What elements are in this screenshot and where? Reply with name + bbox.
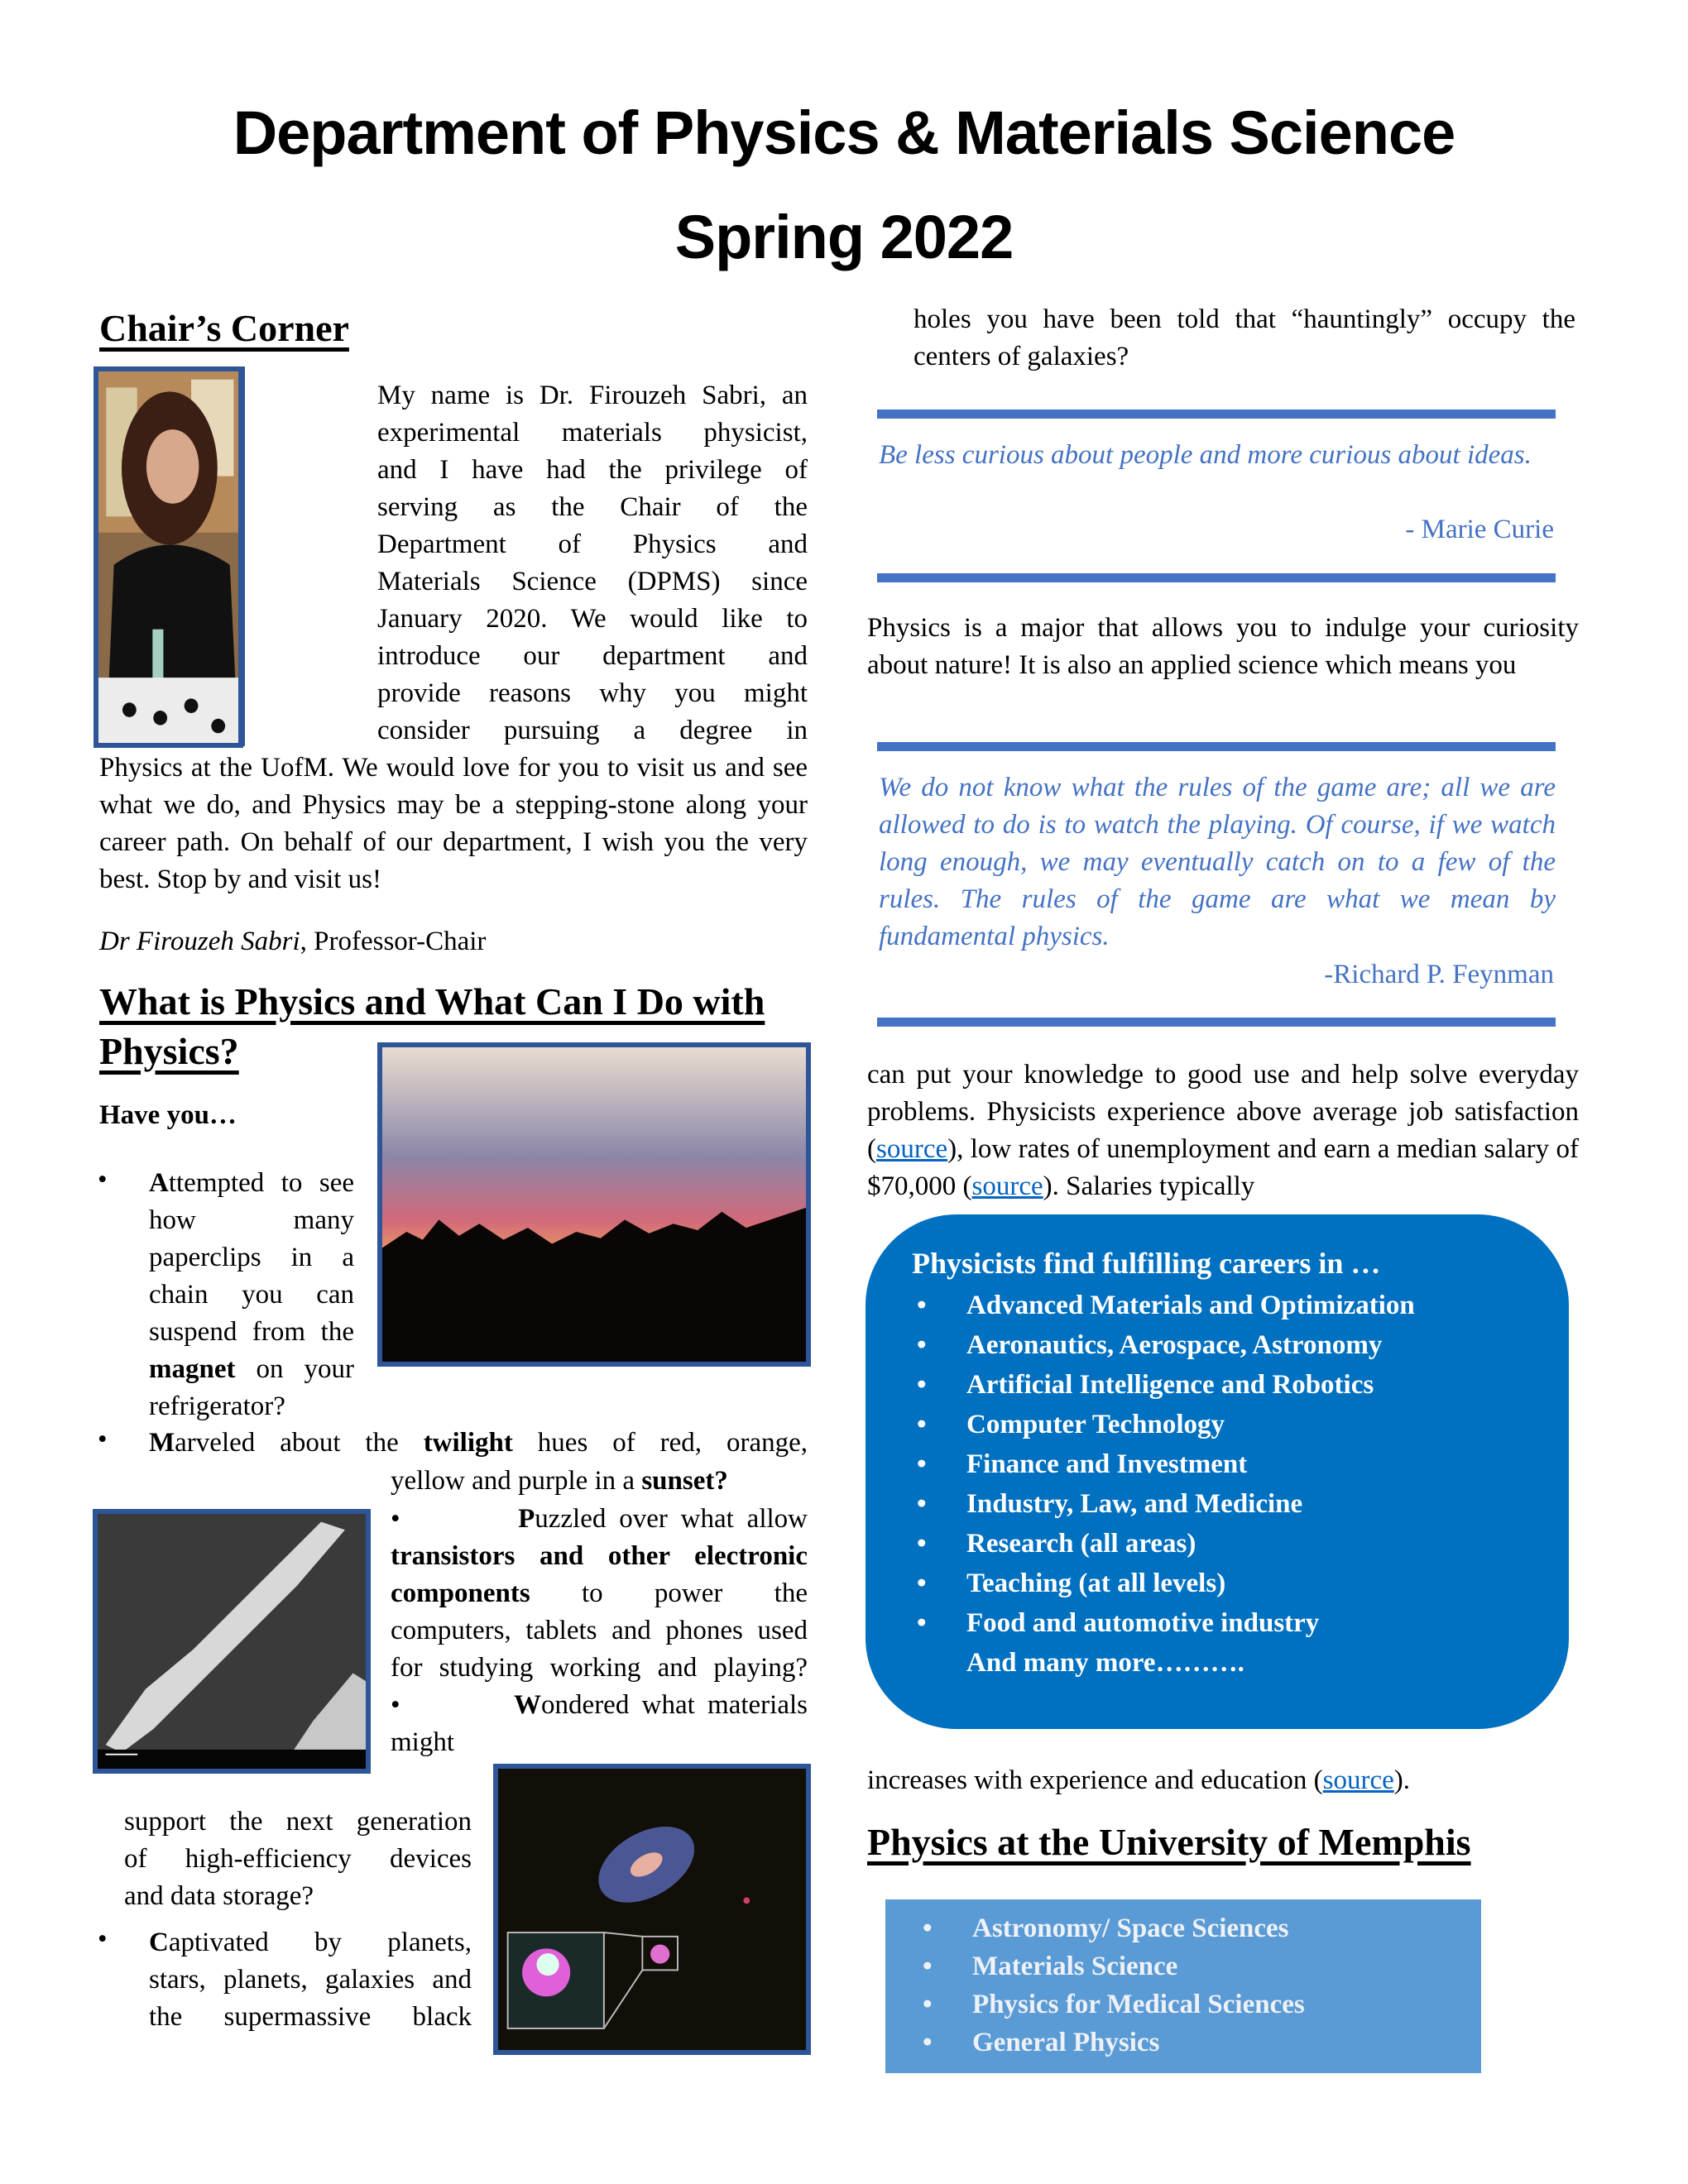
bullet-text: support the next generation bbox=[124, 1807, 472, 1837]
galaxy-graphic bbox=[498, 1769, 806, 2050]
quote-rule bbox=[877, 410, 1556, 419]
source-link[interactable]: source bbox=[876, 1134, 948, 1164]
bullet-text: hues of red, orange, bbox=[512, 1428, 808, 1458]
chair-line: provide reasons why you might bbox=[377, 678, 808, 708]
chair-line: Materials Science (DPMS) since bbox=[377, 567, 808, 596]
career-item: • Finance and Investment bbox=[917, 1444, 1415, 1484]
chair-line: My name is Dr. Firouzeh Sabri, an bbox=[377, 381, 808, 410]
bullet-puzzled bbox=[391, 1501, 808, 1761]
quote-feynman-text: We do not know what the rules of the game are; all we are allowed to do is to watch the playing. Of course, if we watch long enough, we may eventually catch on to a few of the rules. The rules of the game are what we mean by fundamental physics. bbox=[879, 773, 1556, 951]
career-item: • Artificial Intelligence and Robotics bbox=[917, 1365, 1415, 1405]
chair-line: serving as the Chair of the bbox=[377, 492, 808, 522]
program-item: • Materials Science bbox=[923, 1947, 1305, 1985]
chair-line: Department of Physics and bbox=[377, 529, 808, 559]
chair-line: experimental materials physicist, bbox=[377, 418, 808, 448]
career-item: • Industry, Law, and Medicine bbox=[917, 1484, 1415, 1524]
continued-line: centers of galaxies? bbox=[914, 342, 1129, 371]
bullet-text: for studying working and playing? bbox=[391, 1653, 808, 1683]
chair-line: introduce our department and bbox=[377, 641, 808, 671]
para-text: ). bbox=[1393, 1765, 1411, 1795]
chair-line: consider pursuing a degree in bbox=[377, 716, 808, 745]
quote-feynman-author: -Richard P. Feynman bbox=[1324, 960, 1554, 989]
continued-line: holes you have been told that “hauntingly” occupy the bbox=[914, 304, 1575, 334]
bullet-lead: P bbox=[518, 1504, 535, 1534]
career-item: • Computer Technology bbox=[917, 1405, 1415, 1444]
bullet-text: suspend from the bbox=[149, 1317, 354, 1347]
bold-word: components bbox=[391, 1578, 530, 1608]
bullet-lead: C bbox=[149, 1928, 169, 1957]
physics-major-paragraph: Physics is a major that allows you to indulge your curiosity about nature! It is also an applied science which means you bbox=[867, 613, 1579, 680]
bullet-marveled-line2 bbox=[391, 1463, 728, 1500]
career-item: • Aeronautics, Aerospace, Astronomy bbox=[917, 1325, 1415, 1365]
bullet-text: chain you can bbox=[149, 1280, 354, 1310]
source-link[interactable]: source bbox=[971, 1171, 1043, 1201]
career-more: And many more………. bbox=[966, 1648, 1244, 1678]
sem-graphic bbox=[98, 1514, 366, 1769]
newsletter-title: Department of Physics & Materials Science bbox=[233, 98, 1455, 167]
bold-word: magnet bbox=[149, 1354, 236, 1384]
uofm-heading: Physics at the University of Memphis bbox=[867, 1821, 1471, 1863]
bullet-lead: M bbox=[149, 1428, 175, 1458]
bullet-lead: A bbox=[149, 1168, 169, 1198]
bullet-captivated bbox=[149, 1924, 472, 2036]
career-item: • Research (all areas) bbox=[917, 1524, 1415, 1564]
what-is-physics-heading-1: What is Physics and What Can I Do with bbox=[99, 980, 765, 1023]
what-is-physics-heading-2: Physics? bbox=[99, 1030, 239, 1072]
quote-curie-author: - Marie Curie bbox=[1405, 515, 1554, 544]
career-item: • Teaching (at all levels) bbox=[917, 1564, 1415, 1603]
bullet-attempted bbox=[149, 1165, 354, 1425]
quote-rule bbox=[877, 742, 1556, 751]
bullet-text: to power the bbox=[530, 1578, 808, 1608]
bullet-dot: • bbox=[98, 1425, 108, 1454]
quote-curie-text: Be less curious about people and more curious about ideas. bbox=[879, 440, 1532, 470]
para-text: ). Salaries typically bbox=[1043, 1171, 1255, 1201]
chairs-corner-heading: Chair’s Corner bbox=[99, 307, 349, 349]
continued-text bbox=[914, 301, 1575, 376]
bullet-text: might bbox=[391, 1727, 455, 1757]
bullet-text: refrigerator? bbox=[149, 1391, 285, 1421]
bullet-text: on your bbox=[235, 1354, 354, 1384]
para-text: ), low rates of unemployment and earn a median salary of $70,000 ( bbox=[867, 1134, 1579, 1201]
bullet-text: and data storage? bbox=[124, 1881, 314, 1911]
salary-paragraph bbox=[867, 1762, 1579, 1799]
bullet-lead: W bbox=[514, 1690, 542, 1720]
bullet-wondered-rest bbox=[124, 1803, 472, 1915]
careers-paragraph bbox=[867, 1056, 1579, 1205]
bullet-text: aptivated by planets, bbox=[168, 1928, 472, 1957]
have-you-label: Have you… bbox=[99, 1100, 237, 1130]
bold-word: transistors and other electronic bbox=[391, 1541, 808, 1571]
bullet-text: computers, tablets and phones used bbox=[391, 1616, 808, 1645]
program-item: • General Physics bbox=[923, 2024, 1305, 2062]
bullet-text: ttempted to see bbox=[168, 1168, 354, 1198]
bullet-dot: • bbox=[391, 1504, 519, 1534]
career-item: • Food and automotive industry bbox=[917, 1603, 1415, 1643]
program-item: • Physics for Medical Sciences bbox=[923, 1985, 1305, 2024]
uofm-box bbox=[885, 1899, 1481, 2073]
chair-signature bbox=[99, 923, 808, 960]
quote-rule bbox=[877, 1018, 1556, 1027]
quote-rule bbox=[877, 573, 1556, 582]
bold-word: sunset? bbox=[641, 1466, 728, 1496]
bullet-text: stars, planets, galaxies and bbox=[149, 1965, 472, 1995]
uofm-programs-list bbox=[923, 1909, 1305, 2062]
sem-image bbox=[93, 1509, 371, 1774]
bullet-text: yellow and purple in a bbox=[391, 1466, 642, 1496]
chair-line: January 2020. We would like to bbox=[377, 604, 808, 634]
chair-paragraph: Physics at the UofM. We would love for you to visit us and see what we do, and Physics may be a stepping-stone along your career path. On behalf of our department, I wish you the very best. Stop by and visit us! bbox=[99, 753, 808, 894]
newsletter-subtitle: Spring 2022 bbox=[674, 203, 1014, 271]
bullet-text: how many bbox=[149, 1205, 354, 1235]
careers-list bbox=[917, 1286, 1415, 1683]
bullet-text: the supermassive black bbox=[149, 2002, 472, 2032]
bullet-text: of high-efficiency devices bbox=[124, 1844, 472, 1874]
bullet-dot: • bbox=[98, 1165, 108, 1195]
chair-photo-frame bbox=[94, 366, 243, 748]
careers-heading: Physicists find fulfilling careers in … bbox=[912, 1247, 1381, 1280]
bullet-text: arveled about the bbox=[175, 1428, 424, 1458]
signature-title: , Professor-Chair bbox=[300, 927, 487, 956]
sunset-graphic bbox=[382, 1047, 806, 1362]
sunset-image bbox=[377, 1042, 811, 1367]
program-item: • Astronomy/ Space Sciences bbox=[923, 1909, 1305, 1947]
bullet-text: ondered what materials bbox=[541, 1690, 808, 1720]
para-text: can put your knowledge to good use and help solve everyday problems. Physicists experience above average job satisfaction ( bbox=[867, 1060, 1579, 1164]
galaxy-image bbox=[493, 1764, 811, 2055]
bullet-text: paperclips in a bbox=[149, 1243, 354, 1272]
chair-portrait-image bbox=[98, 371, 238, 743]
career-item: • Advanced Materials and Optimization bbox=[917, 1286, 1415, 1325]
bullet-marveled bbox=[149, 1425, 808, 1462]
para-text: increases with experience and education ( bbox=[867, 1765, 1323, 1795]
bold-word: twilight bbox=[423, 1428, 513, 1458]
careers-box bbox=[866, 1214, 1569, 1729]
bullet-text: uzzled over what allow bbox=[535, 1504, 808, 1534]
bullet-dot: • bbox=[98, 1924, 108, 1954]
signature-name: Dr Firouzeh Sabri bbox=[99, 927, 300, 956]
bullet-dot: • bbox=[391, 1690, 515, 1720]
chair-intro-right bbox=[377, 377, 808, 750]
chair-line: and I have had the privilege of bbox=[377, 455, 808, 485]
source-link[interactable]: source bbox=[1322, 1765, 1394, 1795]
